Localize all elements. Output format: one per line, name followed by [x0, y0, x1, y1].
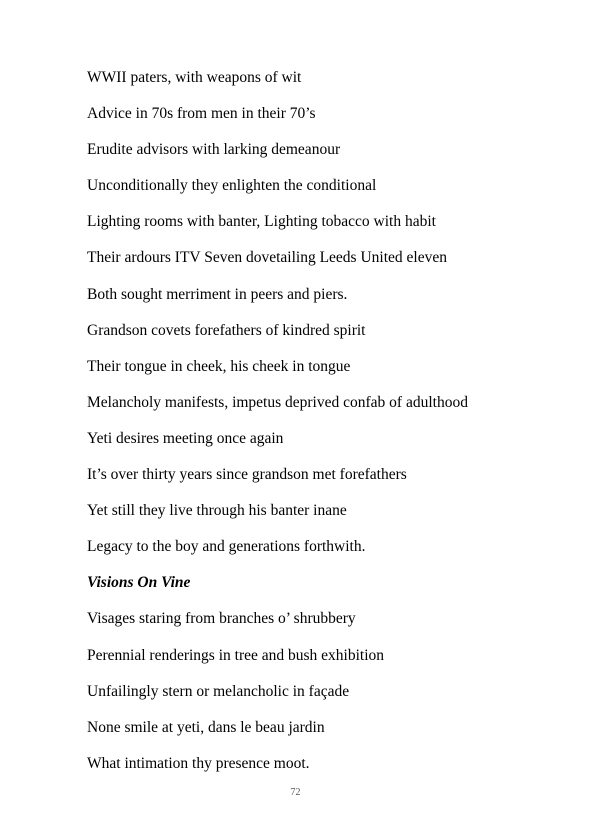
- poem-line: Lighting rooms with banter, Lighting tobacco with habit: [87, 213, 436, 231]
- poem-line: Erudite advisors with larking demeanour: [87, 141, 341, 159]
- poem-line: Yet still they live through his banter inane: [87, 502, 347, 520]
- poem-line: Advice in 70s from men in their 70’s: [87, 105, 316, 123]
- poem-line: Melancholy manifests, impetus deprived confab of adulthood: [87, 393, 468, 411]
- poem-line: Both sought merriment in peers and piers.: [87, 285, 348, 303]
- poem-line: Unconditionally they enlighten the conditional: [87, 177, 377, 195]
- poem-line: What intimation thy presence moot.: [87, 754, 310, 772]
- poem-line: Grandson covets forefathers of kindred spirit: [87, 321, 366, 339]
- poem-line: Yeti desires meeting once again: [87, 429, 284, 447]
- poem-title: Visions On Vine: [87, 574, 191, 592]
- poem-line: Their ardours ITV Seven dovetailing Leeds United eleven: [87, 249, 447, 267]
- poem-line: Visages staring from branches o’ shrubbery: [87, 610, 356, 628]
- poem-line: Unfailingly stern or melancholic in façade: [87, 682, 350, 700]
- poem-line: Perennial renderings in tree and bush exhibition: [87, 646, 385, 664]
- poem-line: None smile at yeti, dans le beau jardin: [87, 718, 325, 736]
- poem-line: Their tongue in cheek, his cheek in tongue: [87, 357, 351, 375]
- poem-text: [87, 68, 567, 790]
- poem-line: Legacy to the boy and generations forthwith.: [87, 538, 366, 556]
- poem-line: WWII paters, with weapons of wit: [87, 69, 302, 86]
- page-number: 72: [290, 787, 301, 798]
- poem-line: It’s over thirty years since grandson met forefathers: [87, 466, 407, 484]
